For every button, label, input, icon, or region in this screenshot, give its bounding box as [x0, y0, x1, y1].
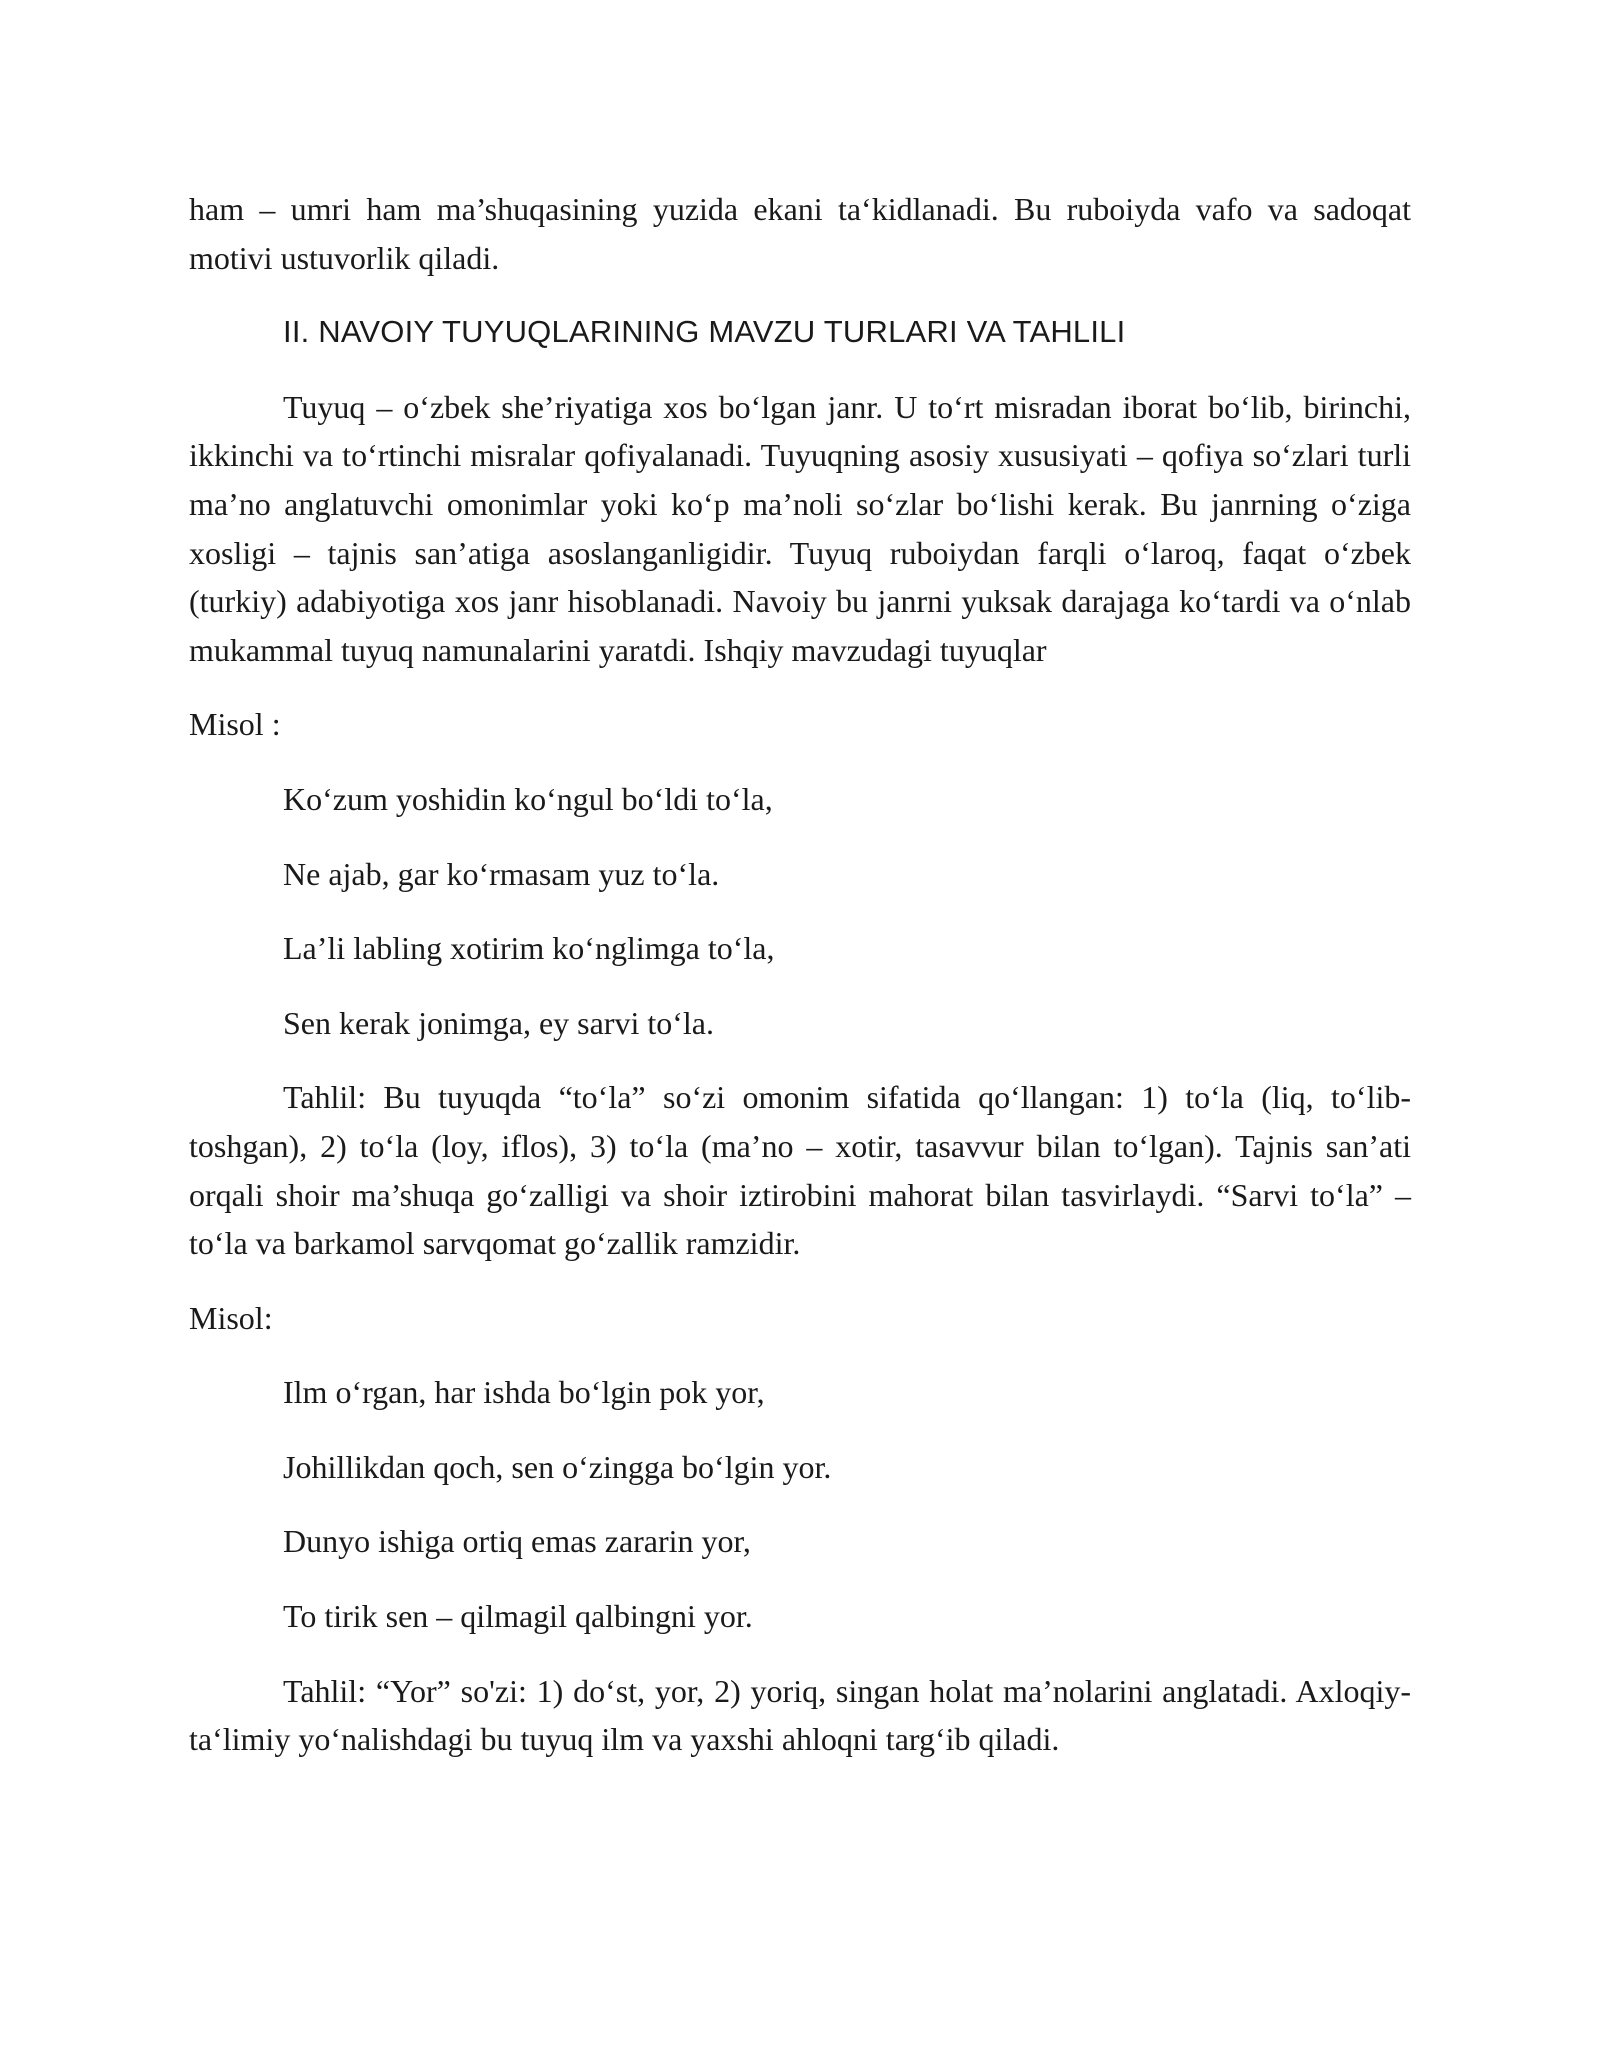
- verse-line: Dunyo ishiga ortiq emas zararin yor,: [283, 1523, 751, 1560]
- section-heading: II. NAVOIY TUYUQLARINING MAVZU TURLARI VA TAHLILI: [283, 314, 1126, 350]
- paragraph-continuation: ham – umri ham ma’shuqasining yuzida ekani ta‘kidlanadi. Bu ruboiyda vafo va sadoqat motivi ustuvorlik qiladi.: [189, 191, 1411, 276]
- verse-line: Sen kerak jonimga, ey sarvi to‘la.: [283, 1004, 714, 1041]
- verse-line: Johillikdan qoch, sen o‘zingga bo‘lgin yor.: [283, 1448, 832, 1485]
- paragraph-tuyuq-definition: Tuyuq – o‘zbek she’riyatiga xos bo‘lgan janr. U to‘rt misradan iborat bo‘lib, birinchi, ikkinchi va to‘rtinchi misralar qofiyalanadi. Tuyuqning asosiy xususiyati – qofiya so‘zlari turli ma’no anglatuvchi omonimlar yoki ko‘p ma’noli so‘zlar bo‘lishi kerak. Bu janrning o‘ziga xosligi – tajnis san’atiga asoslanganligidir. Tuyuq ruboiydan farqli o‘laroq, faqat o‘zbek (turkiy) adabiyotiga xos janr hisoblanadi. Navoiy bu janrni yuksak darajaga ko‘tardi va o‘nlab mukammal tuyuq namunalarini yaratdi. Ishqiy mavzudagi tuyuqlar: [189, 388, 1411, 668]
- example-label: Misol:: [189, 1299, 273, 1336]
- verse-line: To tirik sen – qilmagil qalbingni yor.: [283, 1598, 753, 1635]
- verse-line: Ilm o‘rgan, har ishda bo‘lgin pok yor,: [283, 1374, 765, 1411]
- analysis-paragraph: Tahlil: Bu tuyuqda “to‘la” so‘zi omonim sifatida qo‘llangan: 1) to‘la (liq, to‘lib-toshgan), 2) to‘la (loy, iflos), 3) to‘la (ma’no – xotir, tasavvur bilan to‘lgan). Tajnis san’ati orqali shoir ma’shuqa go‘zalligi va shoir iztirobini mahorat bilan tasvirlaydi. “Sarvi to‘la” – to‘la va barkamol sarvqomat go‘zallik ramzidir.: [189, 1079, 1411, 1262]
- example-label: Misol :: [189, 706, 281, 743]
- verse-line: La’li labling xotirim ko‘nglimga to‘la,: [283, 930, 775, 967]
- verse-line: Ko‘zum yoshidin ko‘ngul bo‘ldi to‘la,: [283, 780, 773, 817]
- page-content: [189, 185, 1411, 1790]
- verse-line: Ne ajab, gar ko‘rmasam yuz to‘la.: [283, 855, 720, 892]
- analysis-paragraph: Tahlil: “Yor” so'zi: 1) do‘st, yor, 2) yoriq, singan holat ma’nolarini anglatadi. Axloqiy-ta‘limiy yo‘nalishdagi bu tuyuq ilm va yaxshi ahloqni targ‘ib qiladi.: [189, 1672, 1411, 1758]
